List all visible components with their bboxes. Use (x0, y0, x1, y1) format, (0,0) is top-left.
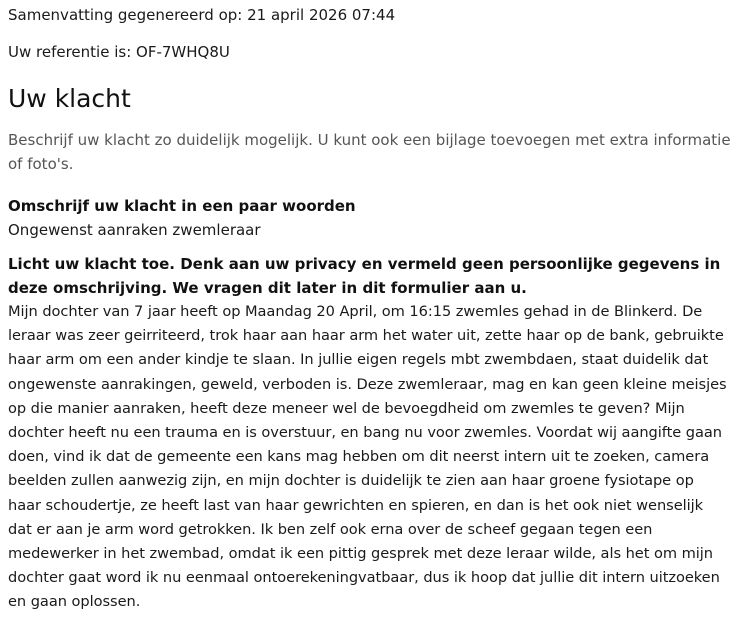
explanation-label: Licht uw klacht toe. Denk aan uw privacy en vermeld geen persoonlijke gegevens in deze omschrijving. We vragen dit later in dit formulier aan u. (8, 255, 721, 297)
generated-timestamp: Samenvatting gegenereerd op: 21 april 2026 07:44 (8, 6, 396, 24)
short-description-value: Ongewenst aanraken zwemleraar (8, 221, 261, 239)
explanation-value: Mijn dochter van 7 jaar heeft op Maandag 20 April, om 16:15 zwemles gehad in de Blinkerd. De leraar was zeer geirriteerd, trok haar aan haar arm het water uit, zette haar op de bank, gebruikte haar arm om een ander kindje te slaan. In jullie eigen regels mbt zwembdaen, staat duidelik dat ongewenste aanrakingen, geweld, verboden is. Deze zwemleraar, mag en kan geen kleine meisjes op die manier aanraken, heeft deze meneer wel de bevoegdheid om zwemles te geven? Mijn dochter heeft nu een trauma en is overstuur, en bang nu voor zwemles. Voordat wij aangifte gaan doen, vind ik dat de gemeente een kans mag hebben om dit neerst intern uit te zoeken, camera beelden zullen aanwezig zijn, en mijn dochter is duidelijk te zien aan haar groene fysiotape op haar schoudertje, ze heeft last van haar gewrichten en spieren, en dan is het ook niet wenselijk dat er aan je arm word getrokken. Ik ben zelf ook erna over de scheef gegaan tegen een medewerker in het zwembad, omdat ik een pittig gesprek met deze leraar wilde, als het om mijn dochter gaat word ik nu eenmaal ontoerekeningvatbaar, dus ik hoop dat jullie dit intern uitzoeken en gaan oplossen. (8, 303, 727, 611)
short-description-label: Omschrijf uw klacht in een paar woorden (8, 197, 356, 215)
page-title: Uw klacht (8, 84, 131, 113)
explanation-field (8, 252, 731, 615)
reference-number: Uw referentie is: OF-7WHQ8U (8, 43, 230, 61)
short-description-field (8, 194, 731, 242)
section-intro: Beschrijf uw klacht zo duidelijk mogelijk. U kunt ook een bijlage toevoegen met extra informatie of foto's. (8, 131, 731, 173)
